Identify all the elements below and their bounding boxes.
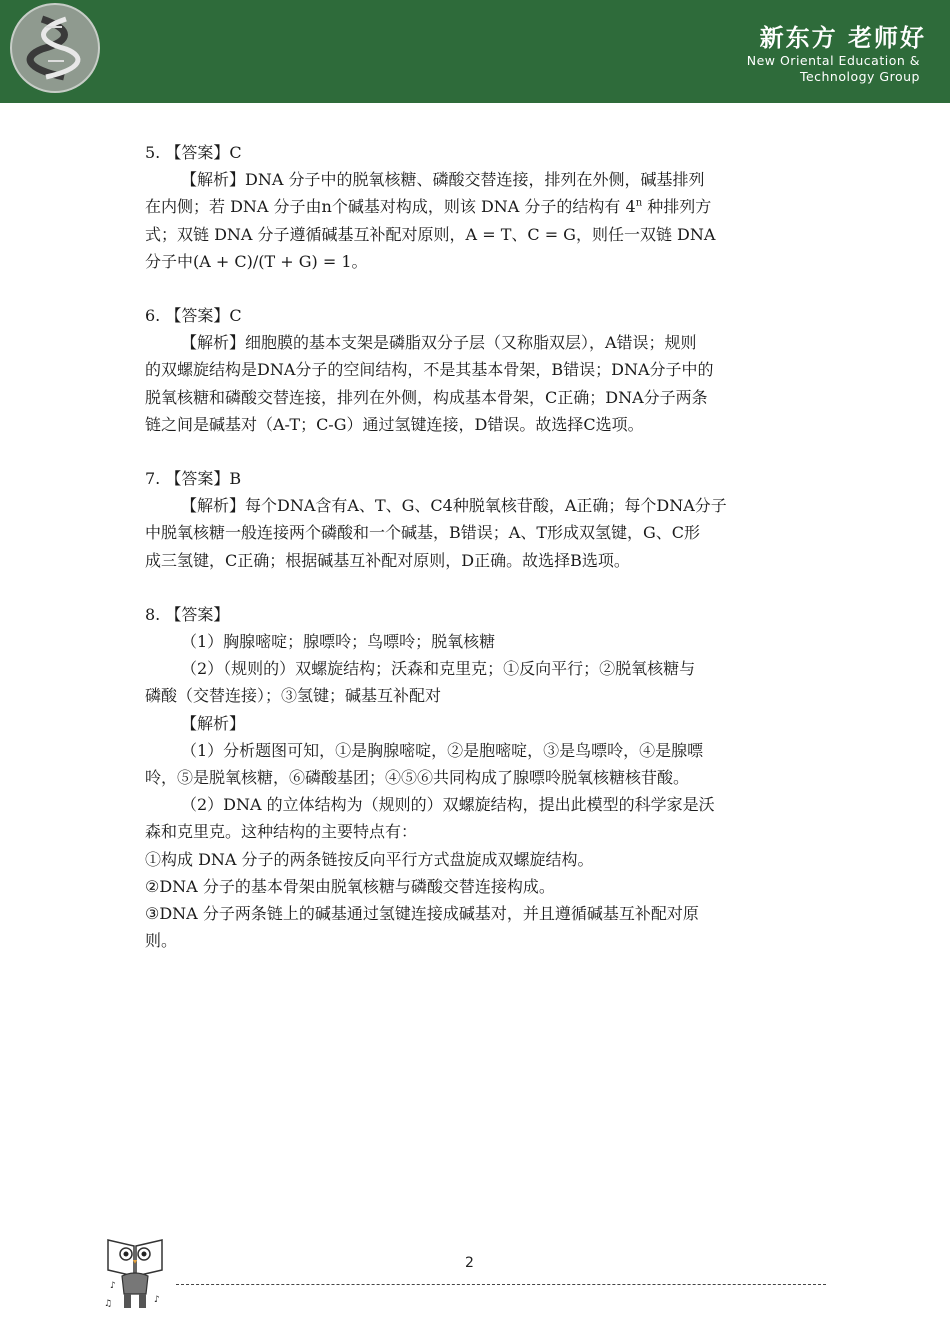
q6-explanation-line: 的双螺旋结构是DNA分子的空间结构，不是其基本骨架，B错误；DNA分子中的 <box>145 360 714 380</box>
q8-explanation-line: （1）分析题图可知，①是胸腺嘧啶，②是胞嘧啶，③是鸟嘌呤，④是腺嘌 <box>181 740 704 760</box>
q7-answer: 7. 【答案】B <box>145 469 242 489</box>
q8-explanation-label: 【解析】 <box>181 713 246 733</box>
dna-logo-icon <box>10 3 100 93</box>
q8-explanation-line: （2）DNA 的立体结构为（规则的）双螺旋结构，提出此模型的科学家是沃 <box>181 795 715 815</box>
svg-text:♪: ♪ <box>110 1281 116 1291</box>
q8-feature-line: ②DNA 分子的基本骨架由脱氧核糖与磷酸交替连接构成。 <box>145 876 555 896</box>
q5-answer: 5. 【答案】C <box>145 143 242 162</box>
q7-explanation-line: 中脱氧核糖一般连接两个磷酸和一个碱基，B错误；A、T形成双氢键，G、C形 <box>145 523 701 543</box>
q8-answer-line: （1）胸腺嘧啶；腺嘌呤；鸟嘌呤；脱氧核糖 <box>181 632 496 652</box>
answer-content <box>145 139 810 954</box>
brand-name-cn: 新东方 老师好 <box>759 24 926 52</box>
brand-name-en: New Oriental Education & Technology Group <box>746 53 920 84</box>
q8-answer-line: （2）（规则的）双螺旋结构；沃森和克里克；①反向平行；②脱氧核糖与 <box>181 659 696 679</box>
q8-feature-line: 则。 <box>145 931 178 951</box>
page-header <box>0 0 950 103</box>
owl-mascot-icon <box>100 1232 172 1316</box>
q8-feature-line: ③DNA 分子两条链上的碱基通过氢键连接成碱基对，并且遵循碱基互补配对原 <box>145 904 699 924</box>
q6-answer: 6. 【答案】C <box>145 306 242 326</box>
q8-explanation-line: 呤，⑤是脱氧核糖，⑥磷酸基团；④⑤⑥共同构成了腺嘌呤脱氧核糖核苷酸。 <box>145 768 690 788</box>
svg-text:♫: ♫ <box>104 1299 113 1309</box>
q8-feature-line: ①构成 DNA 分子的两条链按反向平行方式盘旋成双螺旋结构。 <box>145 849 594 869</box>
q8-answer-line: 磷酸（交替连接）；③氢键；碱基互补配对 <box>145 686 442 706</box>
q7-explanation-line: 【解析】每个DNA含有A、T、G、C4种脱氧核苷酸，A正确；每个DNA分子 <box>181 496 727 516</box>
svg-text:♪: ♪ <box>154 1295 160 1305</box>
q5-explanation-line: 分子中(A + C)/(T + G) = 1。 <box>145 251 368 271</box>
q6-explanation-line: 链之间是碱基对（A-T；C-G）通过氢键连接，D错误。故选择C选项。 <box>145 414 644 434</box>
q5-explanation-line: 【解析】DNA 分子中的脱氧核糖、磷酸交替连接，排列在外侧，碱基排列 <box>181 170 705 190</box>
q5-explanation-line: 在内侧；若 DNA 分子由n个碱基对构成，则该 DNA 分子的结构有 4$^n$ 种排列方 <box>145 197 712 217</box>
q8-answer: 8. 【答案】 <box>145 604 230 624</box>
footer-divider <box>176 1284 826 1285</box>
q6-explanation-line: 【解析】细胞膜的基本支架是磷脂双分子层（又称脂双层），A错误；规则 <box>181 333 697 353</box>
q5-explanation-line: 式；双链 DNA 分子遵循碱基互补配对原则，A = T、C = G，则任一双链 DNA <box>145 224 716 244</box>
q7-explanation-line: 成三氢键，C正确；根据碱基互补配对原则，D正确。故选择B选项。 <box>145 550 630 570</box>
q8-explanation-line: 森和克里克。这种结构的主要特点有： <box>145 822 418 842</box>
page-number: 2 <box>465 1255 474 1271</box>
q6-explanation-line: 脱氧核糖和磷酸交替连接，排列在外侧，构成基本骨架，C正确；DNA分子两条 <box>145 387 708 407</box>
